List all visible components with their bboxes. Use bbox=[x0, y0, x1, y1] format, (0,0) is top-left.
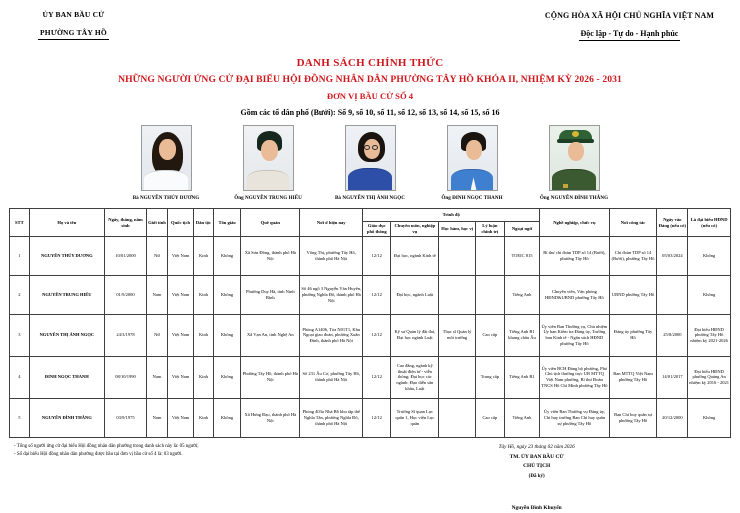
cell-academic bbox=[439, 356, 476, 398]
cell-academic bbox=[439, 398, 476, 437]
table-row bbox=[10, 356, 731, 398]
cell-religion: Không bbox=[213, 314, 241, 356]
signature-org: TM. ỦY BAN BẦU CỬ bbox=[509, 453, 564, 460]
candidate-photo-card bbox=[435, 125, 509, 201]
cell-party-date: 20/12/2000 bbox=[657, 398, 688, 437]
cell-education: 12/12 bbox=[363, 314, 391, 356]
cell-stt: 2 bbox=[10, 275, 30, 314]
cell-hometown: Phường Tây Hồ, thành phố Hà Nội bbox=[241, 356, 300, 398]
cell-education: 12/12 bbox=[363, 236, 391, 275]
cell-religion: Không bbox=[213, 236, 241, 275]
portrait-photo-icon bbox=[141, 125, 192, 191]
candidate-photo-card bbox=[537, 125, 611, 201]
cell-nationality: Việt Nam bbox=[167, 314, 193, 356]
col-header-hometown: Quê quán bbox=[241, 209, 300, 236]
cell-ethnicity: Kinh bbox=[194, 314, 214, 356]
cell-name: NGUYỄN THỊ ÁNH NGỌC bbox=[29, 314, 104, 356]
cell-language: Tiếng Anh bbox=[504, 398, 539, 437]
cell-dob: 10/01/2000 bbox=[105, 236, 147, 275]
cell-hdnd: Đại biểu HĐND phường Quảng An nhiệm kỳ 2016 - 2021 bbox=[688, 356, 731, 398]
cell-nationality: Việt Nam bbox=[167, 275, 193, 314]
col-header-occupation: Nghề nghiệp, chức vụ bbox=[540, 209, 609, 236]
page-subtitle: NHỮNG NGƯỜI ỨNG CỬ ĐẠI BIỂU HỘI ĐỒNG NHÂN DÂN PHƯỜNG TÂY HỒ KHÓA II, NHIỆM KỲ 2026 - 2031 bbox=[118, 74, 622, 86]
cell-education: 12/12 bbox=[363, 398, 391, 437]
cell-gender: Nam bbox=[146, 275, 167, 314]
cell-academic bbox=[439, 275, 476, 314]
cell-name: NGUYỄN ĐÌNH THẮNG bbox=[29, 398, 104, 437]
cell-residence: Số 231 Âu Cơ, phường Tây Hồ, thành phố Hà Nội bbox=[300, 356, 363, 398]
page-title: DANH SÁCH CHÍNH THỨC bbox=[296, 56, 444, 69]
cell-workplace: Ban Chỉ huy quân sự phường Tây Hồ bbox=[609, 398, 657, 437]
cell-hometown: Xã Vạn An, tỉnh Nghệ An bbox=[241, 314, 300, 356]
cell-nationality: Việt Nam bbox=[167, 236, 193, 275]
signatory-name: Nguyễn Đình Khuyến bbox=[511, 504, 562, 511]
cell-hdnd: Không bbox=[688, 236, 731, 275]
cell-stt: 3 bbox=[10, 314, 30, 356]
cell-hdnd: Đại biểu HĐND phường Tây Hồ nhiệm kỳ 2021-2026 bbox=[688, 314, 731, 356]
cell-nationality: Việt Nam bbox=[167, 398, 193, 437]
col-header-specialty: Chuyên môn, nghiệp vụ bbox=[391, 222, 439, 236]
cell-religion: Không bbox=[213, 398, 241, 437]
cell-specialty: Cao đẳng, ngành kỹ thuật điện tử - viễn thông; Đại học các ngành: Đạo diễn sân khấu, Luật bbox=[391, 356, 439, 398]
cell-workplace: Ban MTTQ Việt Nam phường Tây Hồ bbox=[609, 356, 657, 398]
cell-gender: Nam bbox=[146, 398, 167, 437]
cell-academic: Thạc sĩ Quản lý môi trường bbox=[439, 314, 476, 356]
candidate-table-container bbox=[0, 208, 740, 437]
cell-gender: Nam bbox=[146, 356, 167, 398]
col-header-academic: Học hàm, học vị bbox=[439, 222, 476, 236]
cell-name: NGUYỄN THÚY DƯƠNG bbox=[29, 236, 104, 275]
cell-name: ĐINH NGỌC THANH bbox=[29, 356, 104, 398]
footer-notes bbox=[14, 443, 387, 513]
col-header-workplace: Nơi công tác bbox=[609, 209, 657, 236]
cell-specialty: Đại học, ngành Luật bbox=[391, 275, 439, 314]
cell-politics bbox=[475, 236, 504, 275]
cell-occupation: Ủy viên Ban Thường vụ, Chủ nhiệm Ủy ban Kiểm tra Đảng ủy, Trưởng ban Kinh tế - Ngân sách HĐND phường Tây Hồ bbox=[540, 314, 609, 356]
col-header-religion: Tôn giáo bbox=[213, 209, 241, 236]
col-header-education: Giáo dục phổ thông bbox=[363, 222, 391, 236]
cell-hdnd: Không bbox=[688, 275, 731, 314]
document-footer bbox=[0, 438, 740, 513]
footer-note-total: - Tổng số người ứng cử đại biểu Hội đồng nhân dân phường trong danh sách này là: 05 người; bbox=[14, 443, 199, 449]
signature-date: Tây Hồ, ngày 23 tháng 02 năm 2026 bbox=[498, 443, 575, 450]
cell-gender: Nữ bbox=[146, 314, 167, 356]
cell-occupation: Ủy viên BCH Đảng bộ phường, Phó Chủ tịch thường trực UB MTTQ Việt Nam phường, Bí thư Đoàn TNCS Hồ Chí Minh phường Tây Hồ bbox=[540, 356, 609, 398]
candidate-photo-caption: Bà NGUYỄN THÚY DƯƠNG bbox=[132, 195, 200, 202]
cell-politics: Trung cấp bbox=[475, 356, 504, 398]
candidate-photo-caption: Bà NGUYỄN THỊ ÁNH NGỌC bbox=[334, 195, 406, 202]
cell-dob: 08/10/1990 bbox=[105, 356, 147, 398]
cell-language: Tiếng Anh B1 bbox=[504, 356, 539, 398]
cell-residence: Phòng A1406, Tòa N01T1, Khu Ngoại giao đoàn, phường Xuân Đỉnh, thành phố Hà Nội bbox=[300, 314, 363, 356]
country-name: CỘNG HÒA XÃ HỘI CHỦ NGHĨA VIỆT NAM bbox=[544, 11, 714, 20]
cell-party-date: 14/01/2017 bbox=[657, 356, 688, 398]
cell-gender: Nữ bbox=[146, 236, 167, 275]
cell-ethnicity: Kinh bbox=[194, 236, 214, 275]
col-header-gender: Giới tính bbox=[146, 209, 167, 236]
portrait-photo-icon bbox=[447, 125, 498, 191]
cell-education: 12/12 bbox=[363, 356, 391, 398]
cell-residence: Phòng 403a Nhà B6 khu tập thể Nghĩa Tân, phường Nghĩa Đô, thành phố Hà Nội bbox=[300, 398, 363, 437]
cell-education: 12/12 bbox=[363, 275, 391, 314]
cell-name: NGUYỄN TRUNG HIẾU bbox=[29, 275, 104, 314]
col-header-party-date: Ngày vào Đảng (nếu có) bbox=[657, 209, 688, 236]
table-row bbox=[10, 314, 731, 356]
cell-party-date bbox=[657, 275, 688, 314]
document-header bbox=[0, 0, 740, 44]
cell-hometown: Phường Duy Hà, tỉnh Ninh Bình bbox=[241, 275, 300, 314]
cell-workplace: UBND phường Tây Hồ bbox=[609, 275, 657, 314]
cell-specialty: Trường Sĩ quan Lục quân 1, Học viện Lục quân bbox=[391, 398, 439, 437]
candidate-photo-card bbox=[333, 125, 407, 201]
col-header-ethnicity: Dân tộc bbox=[194, 209, 214, 236]
cell-party-date: 05/03/2024 bbox=[657, 236, 688, 275]
portrait-photo-icon bbox=[345, 125, 396, 191]
cell-dob: 03/9/1975 bbox=[105, 398, 147, 437]
cell-language: TOEIC 815 bbox=[504, 236, 539, 275]
table-header-row-1 bbox=[10, 209, 731, 222]
col-header-qualification-group: Trình độ bbox=[363, 209, 540, 222]
cell-occupation: Bí thư chi đoàn TDP số 14 (Bưởi), phường Tây Hồ bbox=[540, 236, 609, 275]
signature-role: CHỦ TỊCH bbox=[523, 462, 551, 469]
cell-workplace: Chi đoàn TDP số 14 (Bưởi), phường Tây Hồ bbox=[609, 236, 657, 275]
cell-language: Tiếng Anh B1 khung châu Âu bbox=[504, 314, 539, 356]
election-unit: ĐƠN VỊ BẦU CỬ SỐ 4 bbox=[326, 91, 414, 102]
portrait-photo-icon bbox=[549, 125, 600, 191]
signature-block bbox=[387, 443, 726, 513]
col-header-nationality: Quốc tịch bbox=[167, 209, 193, 236]
national-heading bbox=[545, 10, 714, 44]
col-header-politics: Lý luận chính trị bbox=[475, 222, 504, 236]
table-row bbox=[10, 398, 731, 437]
col-header-language: Ngoại ngữ bbox=[504, 222, 539, 236]
cell-politics bbox=[475, 275, 504, 314]
cell-nationality: Việt Nam bbox=[167, 356, 193, 398]
cell-ethnicity: Kinh bbox=[194, 398, 214, 437]
candidate-photo-caption: Ông NGUYỄN ĐÌNH THẮNG bbox=[539, 195, 609, 202]
authority-line-2: PHƯỜNG TÂY HỒ bbox=[38, 28, 109, 40]
candidate-photo-caption: Ông NGUYỄN TRUNG HIẾU bbox=[234, 195, 302, 202]
table-row bbox=[10, 275, 731, 314]
cell-stt: 1 bbox=[10, 236, 30, 275]
cell-hdnd: Không bbox=[688, 398, 731, 437]
cell-ethnicity: Kinh bbox=[194, 275, 214, 314]
candidate-photo-caption: Ông ĐINH NGỌC THANH bbox=[441, 195, 503, 202]
cell-workplace: Đảng ủy phường Tây Hồ bbox=[609, 314, 657, 356]
title-block bbox=[0, 55, 740, 120]
table-row bbox=[10, 236, 731, 275]
cell-hometown: Xã Sơn Đồng, thành phố Hà Nội bbox=[241, 236, 300, 275]
col-header-stt: STT bbox=[10, 209, 30, 236]
country-motto: Độc lập - Tự do - Hạnh phúc bbox=[579, 28, 681, 41]
candidate-photo-card bbox=[129, 125, 203, 201]
election-scope: Gồm các tổ dân phố (Bưởi): Số 9, số 10, số 11, số 12, số 13, số 14, số 15, số 16 bbox=[240, 108, 500, 118]
portrait-photo-icon bbox=[243, 125, 294, 191]
cell-ethnicity: Kinh bbox=[194, 356, 214, 398]
cell-academic bbox=[439, 236, 476, 275]
cell-stt: 5 bbox=[10, 398, 30, 437]
cell-hometown: Xã Hưng Đạo, thành phố Hà Nội bbox=[241, 398, 300, 437]
cell-specialty: Đại học, ngành Kinh tế bbox=[391, 236, 439, 275]
cell-stt: 4 bbox=[10, 356, 30, 398]
cell-dob: 01/9/2000 bbox=[105, 275, 147, 314]
cell-party-date: 25/8/2000 bbox=[657, 314, 688, 356]
col-header-name: Họ và tên bbox=[29, 209, 104, 236]
candidate-table bbox=[9, 208, 731, 437]
footer-note-elected: - Số đại biểu Hội đồng nhân dân phường được bầu tại đơn vị bầu cử số 4 là: 03 người. bbox=[14, 452, 183, 458]
cell-residence: Số 46 ngõ 3 Nguyễn Văn Huyên, phường Nghĩa Đô, thành phố Hà Nội bbox=[300, 275, 363, 314]
cell-occupation: Ủy viên Ban Thường vụ Đảng ủy, Chỉ huy trưởng Ban Chỉ huy quân sự phường Tây Hồ bbox=[540, 398, 609, 437]
cell-politics: Cao cấp bbox=[475, 398, 504, 437]
issuing-authority bbox=[38, 10, 109, 44]
col-header-hdnd: Là đại biểu HĐND (nếu có) bbox=[688, 209, 731, 236]
cell-residence: Võng Thị, phường Tây Hồ, thành phố Hà Nội bbox=[300, 236, 363, 275]
signature-seal-note: (Đã ký) bbox=[528, 474, 545, 480]
cell-politics: Cao cấp bbox=[475, 314, 504, 356]
cell-religion: Không bbox=[213, 275, 241, 314]
authority-line-1: ỦY BAN BẦU CỬ bbox=[42, 10, 105, 19]
candidate-photo-card bbox=[231, 125, 305, 201]
cell-language: Tiếng Anh bbox=[504, 275, 539, 314]
col-header-dob: Ngày, tháng, năm sinh bbox=[105, 209, 147, 236]
cell-specialty: Kỹ sư Quản lý đất đai, Đại học ngành Luật bbox=[391, 314, 439, 356]
col-header-residence: Nơi ở hiện nay bbox=[300, 209, 363, 236]
candidate-photo-strip bbox=[0, 125, 740, 201]
cell-occupation: Chuyên viên, Văn phòng HĐND&UBND phường Tây Hồ bbox=[540, 275, 609, 314]
cell-dob: 24/3/1978 bbox=[105, 314, 147, 356]
cell-religion: Không bbox=[213, 356, 241, 398]
